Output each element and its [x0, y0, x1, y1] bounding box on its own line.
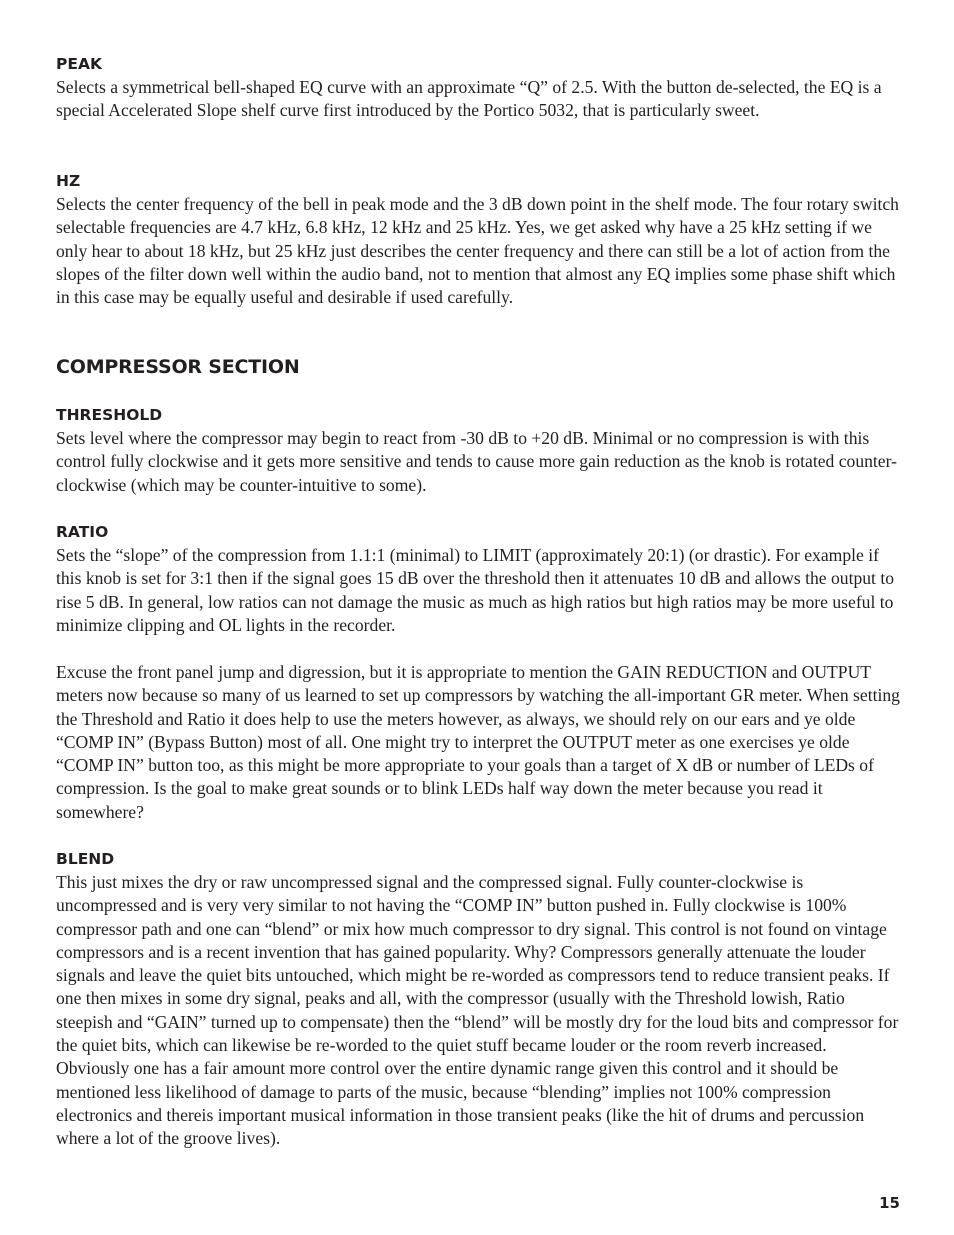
ratio-heading: RATIO — [56, 523, 109, 541]
meters-digression-paragraph: Excuse the front panel jump and digression, but it is appropriate to mention the GAIN REDUCTION and OUTPUT meters now because so many of us learned to set up compressors by watching the all-important GR meter. When setting the Threshold and Ratio it does help to use the meters however, as always, we should rely on our ears and ye olde “COMP IN” (Bypass Button) most of all. One might try to interpret the OUTPUT meter as one exercises ye olde “COMP IN” button too, as this might be more appropriate to your goals than a target of X dB or number of LEDs of compression. Is the goal to make great sounds or to blink LEDs half way down the meter because you read it somewhere? — [56, 662, 900, 822]
hz-description: Selects the center frequency of the bell in peak mode and the 3 dB down point in the shelf mode. The four rotary switch selectable frequencies are 4.7 kHz, 6.8 kHz, 12 kHz and 25 kHz. Yes, we get asked why have a 25 kHz setting if we only hear to about 18 kHz, but 25 kHz just describes the center frequency and there can still be a lot of action from the slopes of the filter down well within the audio band, not to mention that almost any EQ implies some phase shift which in this case may be equally useful and desirable if used carefully. — [56, 194, 899, 308]
ratio-section — [56, 520, 902, 637]
peak-description: Selects a symmetrical bell-shaped EQ curve with an approximate “Q” of 2.5. With the button de-selected, the EQ is a special Accelerated Slope shelf curve first introduced by the Portico 5032, that is particularly sweet. — [56, 77, 882, 121]
page-number: 15 — [879, 1194, 900, 1212]
compressor-section-title: COMPRESSOR SECTION — [56, 356, 300, 378]
hz-section — [56, 169, 902, 309]
peak-heading: PEAK — [56, 55, 102, 73]
threshold-description: Sets level where the compressor may begin to react from -30 dB to +20 dB. Minimal or no compression is with this control fully clockwise and it gets more sensitive and tends to cause more gain reduction as the knob is rotated counter-clockwise (which may be counter-intuitive to some). — [56, 428, 897, 495]
ratio-description: Sets the “slope” of the compression from 1.1:1 (minimal) to LIMIT (approximately 20:1) (or drastic). For example if this knob is set for 3:1 then if the signal goes 15 dB over the threshold then it attenuates 10 dB and allows the output to rise 5 dB. In general, low ratios can not damage the music as much as high ratios but high ratios may be more useful to minimize clipping and OL lights in the recorder. — [56, 545, 895, 635]
hz-heading: HZ — [56, 172, 81, 190]
blend-description: This just mixes the dry or raw uncompressed signal and the compressed signal. Fully counter-clockwise is uncompressed and is very very similar to not having the “COMP IN” button pushed in. Fully clockwise is 100% compressor path and one can “blend” or mix how much compressor to dry signal. This control is not found on vintage compressors and is a recent invention that has gained popularity. Why? Compressors generally attenuate the louder signals and leave the quiet bits untouched, which might be re-worded as compressors tend to reduce transient peaks. If one then mixes in some dry signal, peaks and all, with the compressor (usually with the Threshold lowish, Ratio steepish and “GAIN” turned up to compensate) then the “blend” will be mostly dry for the loud bits and compressor for the quiet bits, which can likewise be re-worded to the quiet stuff became louder or the room reverb increased. Obviously one has a fair amount more control over the entire dynamic range given this control and it should be mentioned less likelihood of damage to parts of the music, because “blending” implies not 100% compression electronics and thereis important musical information in those transient peaks (like the hit of drums and percussion where a lot of the groove lives). — [56, 872, 899, 1149]
peak-section — [56, 52, 902, 123]
blend-section — [56, 847, 902, 1151]
blend-heading: BLEND — [56, 850, 115, 868]
threshold-section — [56, 403, 902, 497]
threshold-heading: THRESHOLD — [56, 406, 163, 424]
